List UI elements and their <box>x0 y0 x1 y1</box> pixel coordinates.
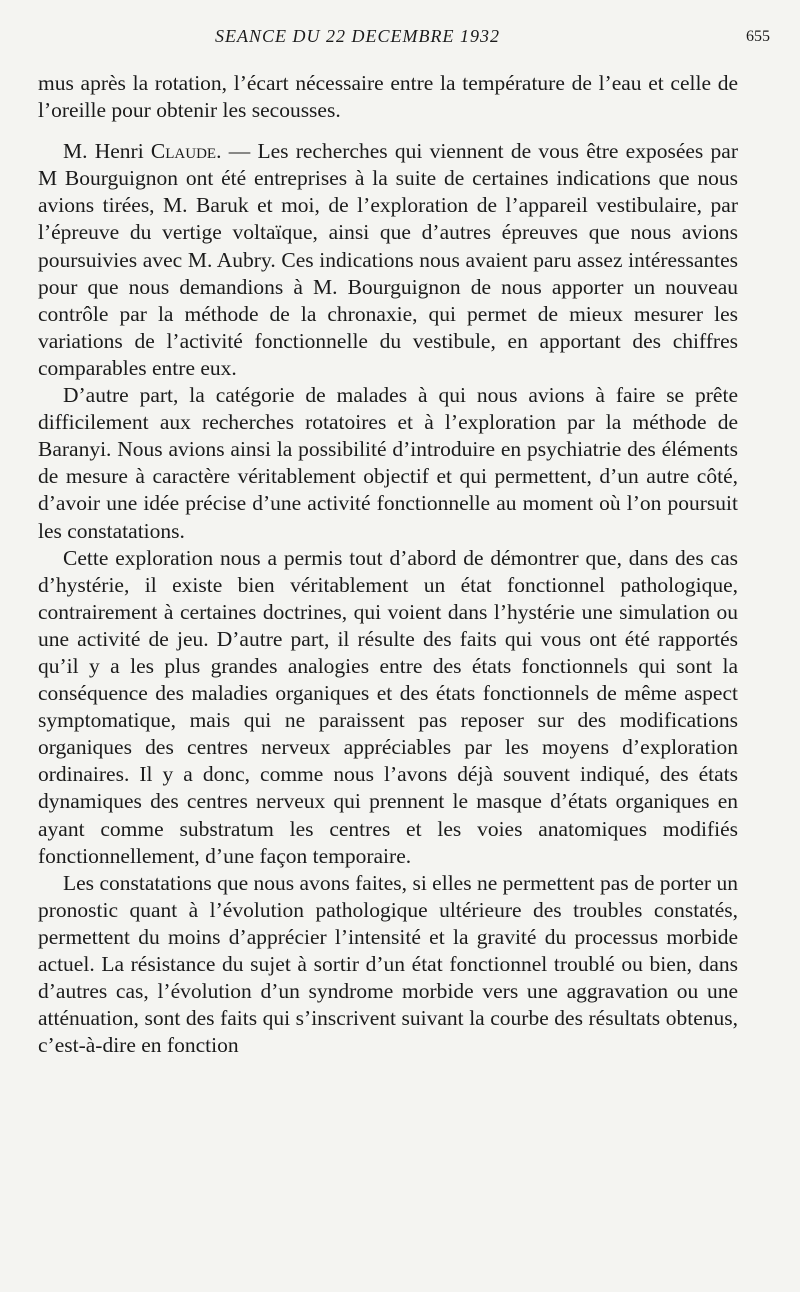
body-text <box>38 70 738 1059</box>
paragraph-claude <box>38 138 738 382</box>
paragraph <box>38 870 738 1060</box>
running-header <box>0 26 800 56</box>
paragraph-text: Les constatations que nous avons faites, si elles ne permettent pas de porter un pronostic quant à l’évolution pathologique ultérieure des troubles constatés, permettent du moins d’apprécier l’intensité et la gravité du processus morbide actuel. La résistance du sujet à sortir d’un état fonctionnel troublé ou bien, dans d’autres cas, l’évolution d’un syndrome morbide vers une aggravation ou une atténuation, sont des faits qui s’inscrivent suivant la courbe des résultats obtenus, c’est-à-dire en fonction <box>38 870 738 1058</box>
paragraph <box>38 545 738 870</box>
paragraph-continued <box>38 70 738 124</box>
paragraph <box>38 382 738 545</box>
speaker-name: Claude <box>150 139 217 164</box>
paragraph-text: mus après la rotation, l’écart nécessaire entre la température de l’eau et celle de l’oreille pour obtenir les secousses. <box>38 71 738 123</box>
speaker-prefix: M. Henri <box>63 139 151 164</box>
page-number: 655 <box>746 28 770 45</box>
paragraph-text: Cette exploration nous a permis tout d’abord de démontrer que, dans des cas d’hystérie, il existe bien véritablement un état fonctionnel pathologique, contrairement à certaines doctrines, qui voient dans l’hystérie une simulation ou une activité de jeu. D’autre part, il résulte des faits qui vous ont été rapportés qu’il y a les plus grandes analogies entre des états fonctionnels qui sont la conséquence des maladies organiques et des états fonctionnels de même aspect symptomatique, mais qui ne paraissent pas reposer sur des modifications organiques des centres nerveux appréciables par les moyens d’exploration ordinaires. Il y a donc, comme nous l’avons déjà souvent indiqué, des états dynamiques des centres nerveux qui prennent le masque d’états organiques en ayant comme substratum les centres et les voies anatomiques modifiés fonctionnellement, d’une façon temporaire. <box>38 545 738 868</box>
paragraph-text: D’autre part, la catégorie de malades à qui nous avions à faire se prête difficilement aux recherches rotatoires et à l’exploration par la méthode de Baranyi. Nous avions ainsi la possibilité d’introduire en psychiatrie des éléments de mesure à caractère véritablement objectif et qui permettent, d’un autre côté, d’avoir une idée précise d’une activité fonctionnelle au moment où l’on poursuit les constatations. <box>38 383 738 543</box>
running-title: SEANCE DU 22 DECEMBRE 1932 <box>215 26 500 46</box>
paragraph-text: . — Les recherches qui viennent de vous être exposées par M Bourguignon ont été entreprises à la suite de certaines indications que nous avions tirées, M. Baruk et moi, de l’exploration de l’appareil vestibulaire, par l’épreuve du vertige voltaïque, ainsi que d’autres épreuves que nous avions poursuivies avec M. Aubry. Ces indications nous avaient paru assez intéressantes pour que nous demandions à M. Bourguignon de nous apporter un nouveau contrôle par la méthode de la chronaxie, qui permet de mieux mesurer les variations de l’activité fonctionnelle du vestibule, en apportant des chiffres comparables entre eux. <box>38 139 738 380</box>
